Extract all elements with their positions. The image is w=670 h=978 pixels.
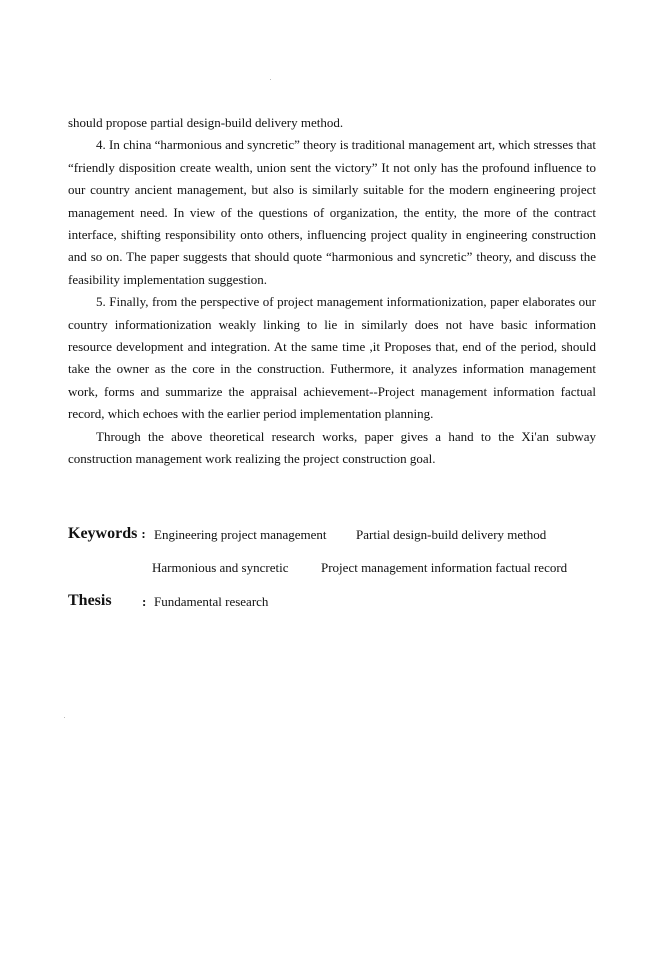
paragraph-continuation: should propose partial design-build delivery method.: [68, 115, 344, 130]
keywords-colon: :: [141, 526, 146, 541]
keyword-item: Harmonious and syncretic: [152, 560, 289, 575]
keyword-item: Engineering project management: [154, 527, 327, 542]
paragraph-conclusion: Through the above theoretical research works, paper gives a hand to the Xi'an subway construction management work realizing the project construction goal.: [68, 428, 596, 467]
paragraph-point-4: 4. In china “harmonious and syncretic” theory is traditional management art, which stresses that “friendly disposition create wealth, union sent the victory” It not only has the profound influence to our country ancient management, but also is similarly suitable for the modern engineering project management need. In view of the questions of organization, the entity, the more of the contract interface, shifting responsibility onto others, influencing project quality in engineering construction and so on. The paper suggests that should quote “harmonious and syncretic” theory, and discuss the feasibility implementation suggestion.: [68, 137, 596, 287]
keyword-item: Project management information factual record: [321, 560, 568, 575]
keyword-item: Partial design-build delivery method: [356, 527, 547, 542]
thesis-type-value: Fundamental research: [154, 594, 269, 609]
thesis-colon: :: [142, 594, 147, 609]
paragraph-point-5: 5. Finally, from the perspective of project management informationization, paper elaborates our country informationization weakly linking to lie in similarly does not have basic information resource development and integration. At the same time ,it Proposes that, end of the period, should take the owner as the core in the construction. Futhermore, it analyzes information management work, forms and summarize the appraisal achievement--Project management information factual record, which echoes with the earlier period implementation planning.: [68, 294, 596, 422]
scan-speck: [64, 717, 65, 718]
thesis-label: Thesis: [68, 592, 112, 609]
keywords-label: [68, 525, 146, 543]
scan-speck: [270, 79, 271, 80]
abstract-body: [68, 112, 596, 471]
keywords-label-text: Keywords: [68, 525, 138, 542]
